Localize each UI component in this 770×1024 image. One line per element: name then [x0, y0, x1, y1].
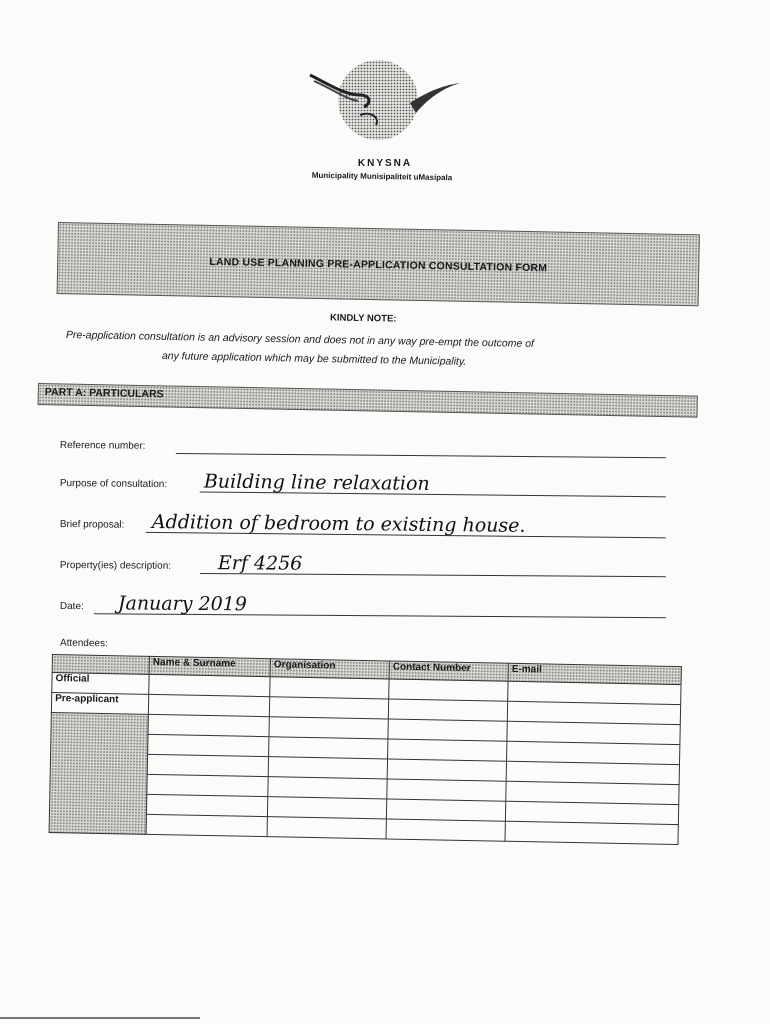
- table-cell[interactable]: [268, 757, 387, 779]
- table-cell[interactable]: [147, 774, 268, 796]
- table-cell[interactable]: [505, 821, 678, 844]
- row-label-pre-applicant: Pre-applicant: [51, 693, 148, 715]
- reference-line[interactable]: [176, 453, 666, 458]
- knysna-logo: [300, 55, 470, 155]
- table-cell[interactable]: [386, 819, 505, 841]
- org-name: KNYSNA: [357, 158, 413, 169]
- form-title: LAND USE PLANNING PRE-APPLICATION CONSULTATION FORM: [209, 255, 548, 275]
- scan-edge-line: [0, 1017, 200, 1019]
- table-cell[interactable]: [148, 714, 269, 736]
- table-cell[interactable]: [386, 799, 505, 821]
- table-cell[interactable]: [270, 677, 389, 699]
- table-cell[interactable]: [387, 779, 506, 801]
- table-cell[interactable]: [388, 719, 507, 741]
- reference-field[interactable]: [60, 431, 666, 458]
- proposal-value: Addition of bedroom to existing house.: [151, 510, 526, 537]
- attendees-table: [49, 654, 682, 845]
- attendees-label: Attendees:: [59, 637, 108, 650]
- header-blank-cell: [52, 655, 149, 675]
- table-cell[interactable]: [387, 759, 506, 781]
- table-cell[interactable]: [146, 794, 267, 816]
- date-label: Date:: [59, 600, 84, 613]
- proposal-label: Brief proposal:: [59, 518, 125, 531]
- table-cell[interactable]: [148, 734, 269, 756]
- note-line-1: Pre-application consultation is an advisory session and does not in any way pre-empt the outcome of: [65, 329, 535, 350]
- note-line-2: any future application which may be submitted to the Municipality.: [161, 350, 467, 368]
- property-label: Property(ies) description:: [59, 559, 172, 572]
- note-heading: KINDLY NOTE:: [329, 312, 397, 325]
- header-contact: Contact Number: [389, 661, 508, 681]
- table-cell[interactable]: [389, 679, 508, 701]
- reference-label: Reference number:: [59, 439, 146, 452]
- table-cell[interactable]: [388, 699, 507, 721]
- purpose-label: Purpose of consultation:: [59, 477, 168, 491]
- table-cell[interactable]: [267, 817, 386, 839]
- date-value: January 2019: [117, 592, 247, 616]
- header-organisation: Organisation: [270, 659, 389, 679]
- org-subtitle: Municipality Munisipaliteit uMasipala: [311, 170, 453, 183]
- form-title-box: [57, 222, 700, 306]
- header-email: E-mail: [508, 663, 681, 684]
- table-cell[interactable]: [267, 797, 386, 819]
- table-cell[interactable]: [269, 697, 388, 719]
- property-field[interactable]: [60, 551, 666, 577]
- table-cell[interactable]: [147, 754, 268, 776]
- part-a-header: [38, 383, 698, 418]
- table-cell[interactable]: [388, 739, 507, 761]
- property-value: Erf 4256: [217, 552, 303, 575]
- proposal-field[interactable]: [60, 510, 666, 538]
- date-field[interactable]: [60, 592, 666, 618]
- part-a-title: PART A: PARTICULARS: [44, 386, 164, 401]
- table-cell[interactable]: [148, 694, 269, 716]
- purpose-value: Building line relaxation: [203, 470, 430, 495]
- shaded-row-label: [49, 712, 148, 834]
- table-cell[interactable]: [146, 814, 267, 836]
- purpose-field[interactable]: [60, 469, 666, 497]
- table-cell[interactable]: [269, 717, 388, 739]
- header-name: Name & Surname: [149, 656, 270, 676]
- table-cell[interactable]: [149, 674, 270, 696]
- table-cell[interactable]: [268, 777, 387, 799]
- table-cell[interactable]: [269, 737, 388, 759]
- row-label-official: Official: [52, 673, 149, 695]
